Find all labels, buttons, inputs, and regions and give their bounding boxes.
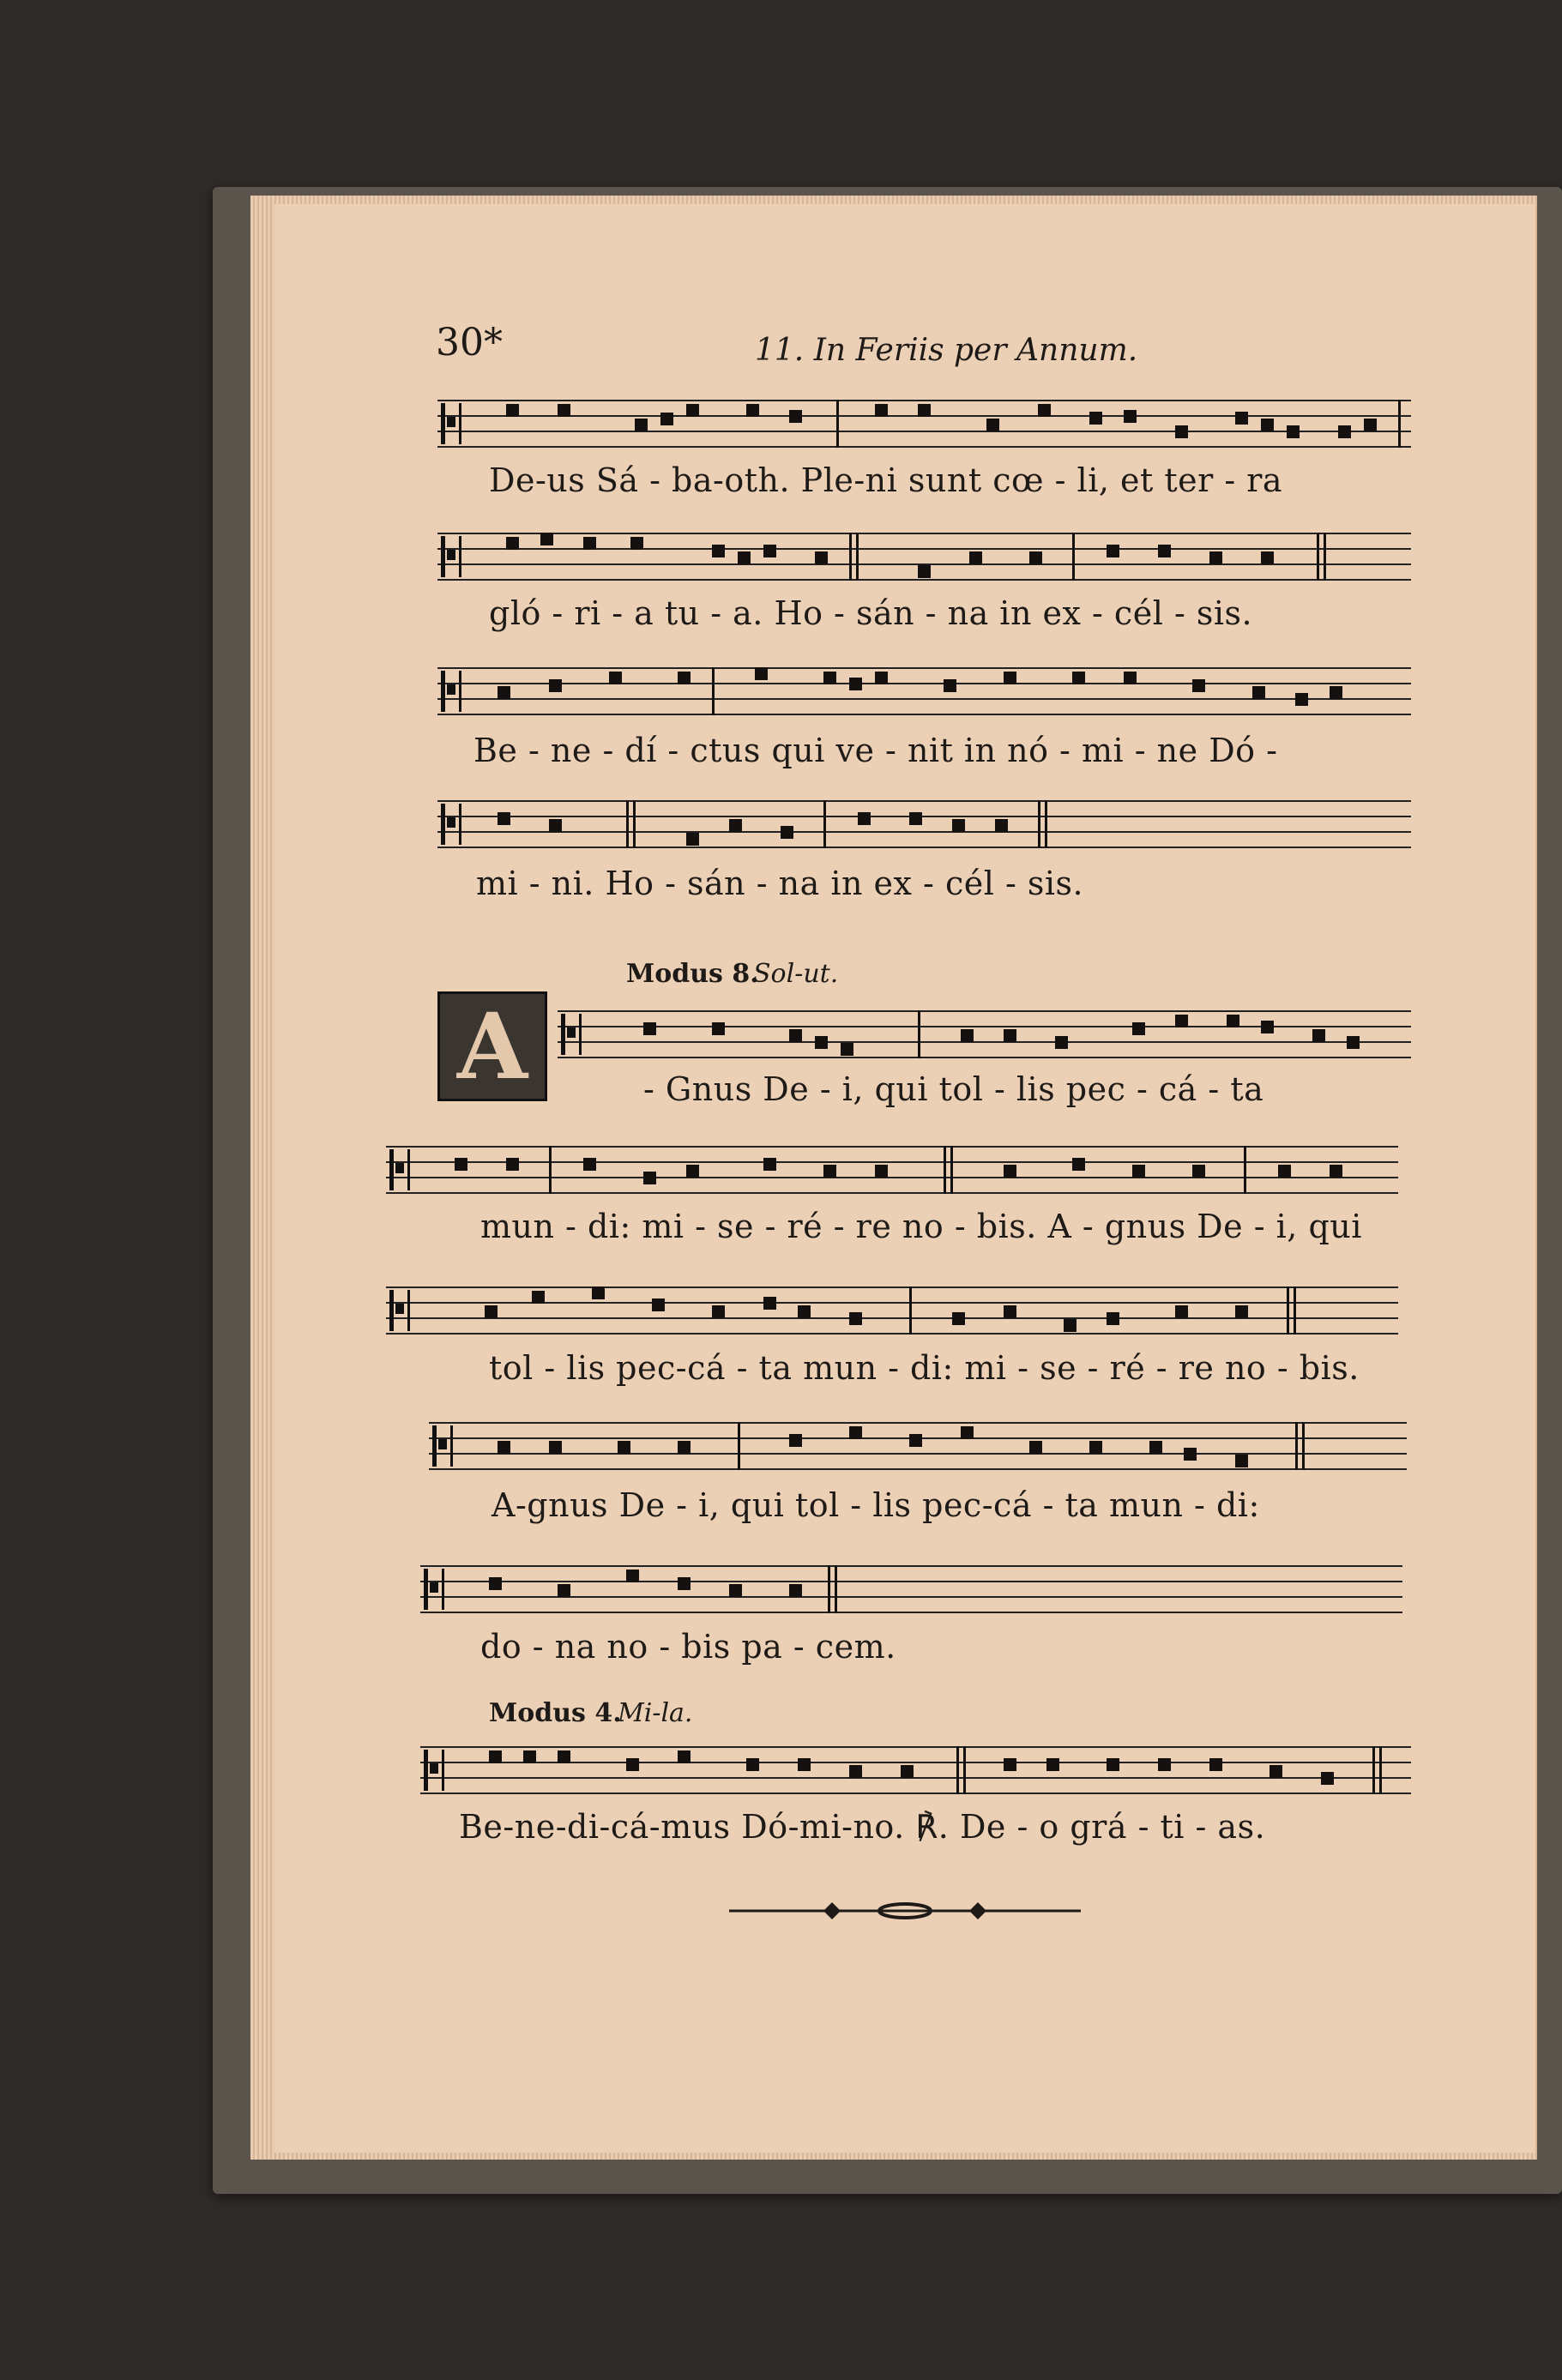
lyric-line: mi - ni. Ho - sán - na in ex - cél - sis.	[476, 865, 1084, 902]
lyric-line: De-us Sá - ba-oth. Ple-ni sunt cœ - li, et ter - ra	[489, 461, 1283, 499]
lyric-line: Be-ne-di-cá-mus Dó-mi-no. ℟. De - o grá - ti - as.	[459, 1808, 1266, 1846]
chant-staff	[386, 1146, 1398, 1194]
book-page	[274, 204, 1535, 2153]
chant-staff	[437, 400, 1411, 448]
page-number: 30*	[436, 321, 503, 365]
mode-sub-label: Mi-la.	[618, 1698, 693, 1728]
chant-staff	[558, 1010, 1411, 1058]
do-clef-icon	[424, 1569, 444, 1610]
do-clef-icon	[424, 1750, 444, 1791]
lyric-line: A-gnus De - i, qui tol - lis pec-cá - ta mun - di:	[492, 1486, 1260, 1524]
do-clef-icon	[441, 536, 461, 577]
lyric-line: do - na no - bis pa - cem.	[480, 1628, 896, 1666]
lyric-line: Be - ne - dí - ctus qui ve - nit in nó - mi - ne Dó -	[473, 732, 1278, 769]
do-clef-icon	[389, 1149, 410, 1190]
lyric-line: mun - di: mi - se - ré - re no - bis. A - gnus De - i, qui	[480, 1208, 1362, 1245]
lyric-line: tol - lis pec-cá - ta mun - di: mi - se - ré - re no - bis.	[489, 1349, 1360, 1387]
chant-staff	[420, 1746, 1411, 1794]
chant-staff	[386, 1286, 1398, 1335]
mode-sub-label: Sol-ut.	[753, 959, 839, 989]
chant-staff	[429, 1422, 1407, 1470]
decorated-initial: A	[437, 991, 547, 1101]
lyric-line: gló - ri - a tu - a. Ho - sán - na in ex - cél - sis.	[489, 594, 1253, 632]
do-clef-icon	[561, 1014, 582, 1055]
running-head: 11. In Feriis per Annum.	[755, 333, 1138, 368]
chant-staff	[437, 667, 1411, 715]
mode-label: Modus 8.	[626, 959, 759, 989]
ornament-divider	[729, 1898, 1081, 1924]
chant-staff	[437, 533, 1411, 581]
chant-staff	[420, 1565, 1402, 1613]
lyric-line: - Gnus De - i, qui tol - lis pec - cá - ta	[643, 1070, 1264, 1108]
do-clef-icon	[441, 403, 461, 444]
do-clef-icon	[432, 1425, 453, 1467]
mode-label: Modus 4.	[489, 1698, 622, 1728]
do-clef-icon	[441, 671, 461, 712]
do-clef-icon	[389, 1290, 410, 1331]
do-clef-icon	[441, 804, 461, 845]
chant-staff	[437, 800, 1411, 848]
